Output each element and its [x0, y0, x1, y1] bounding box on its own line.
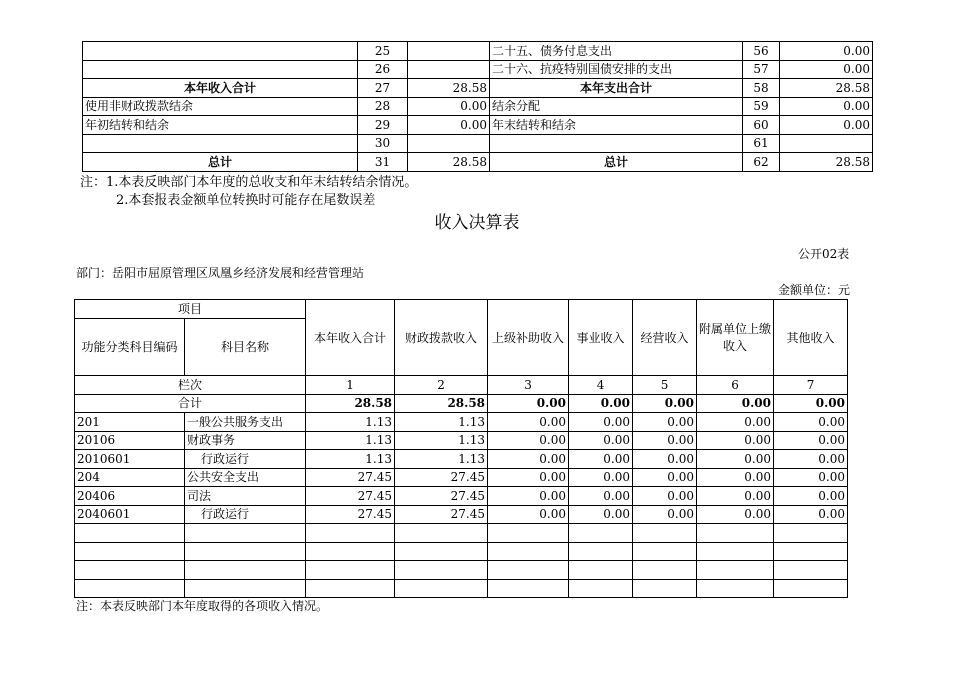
amount-cell: 0.00 — [697, 413, 774, 432]
amount-cell: 1.13 — [306, 431, 395, 450]
amount-cell: 0.00 — [488, 505, 569, 524]
amount-unit-label: 金额单位：元 — [778, 283, 851, 297]
income-table — [74, 299, 848, 598]
amount-cell: 0.00 — [697, 431, 774, 450]
right-item: 年末结转和结余 — [490, 116, 743, 135]
amount-cell: 27.45 — [395, 468, 488, 487]
total-value: 0.00 — [633, 394, 697, 413]
table-row — [75, 431, 848, 450]
table-row — [83, 79, 873, 98]
amount-cell: 0.00 — [774, 487, 848, 506]
left-amount: 28.58 — [408, 153, 490, 172]
right-item: 二十六、抗疫特别国债安排的支出 — [490, 60, 743, 79]
right-amount: 0.00 — [780, 42, 873, 61]
right-item: 二十五、债务付息支出 — [490, 42, 743, 61]
column-number: 6 — [697, 376, 774, 395]
page-title: 收入决算表 — [434, 213, 520, 233]
left-item — [83, 42, 358, 61]
left-amount: 0.00 — [408, 116, 490, 135]
amount-cell: 1.13 — [306, 450, 395, 469]
total-value: 28.58 — [395, 394, 488, 413]
amount-cell: 0.00 — [633, 487, 697, 506]
subject-code: 2010601 — [75, 450, 185, 469]
left-item: 年初结转和结余 — [83, 116, 358, 135]
right-row-no: 59 — [743, 97, 780, 116]
amount-cell: 27.45 — [395, 505, 488, 524]
right-amount: 0.00 — [780, 116, 873, 135]
right-row-no: 58 — [743, 79, 780, 98]
note-line-1: 注：1.本表反映部门本年度的总收支和年末结转结余情况。 — [80, 175, 418, 190]
amount-cell: 0.00 — [633, 468, 697, 487]
amount-cell: 0.00 — [569, 505, 633, 524]
amount-cell: 0.00 — [633, 431, 697, 450]
right-item: 总计 — [490, 153, 743, 172]
table-row — [75, 487, 848, 506]
amount-cell: 0.00 — [774, 505, 848, 524]
amount-cell: 0.00 — [633, 413, 697, 432]
table-row — [75, 413, 848, 432]
left-amount — [408, 60, 490, 79]
amount-cell: 0.00 — [488, 431, 569, 450]
amount-cell: 0.00 — [697, 450, 774, 469]
table-row — [83, 42, 873, 61]
header-fiscal: 财政拨款收入 — [395, 300, 488, 376]
amount-cell: 0.00 — [697, 505, 774, 524]
left-item: 使用非财政拨款结余 — [83, 97, 358, 116]
subject-code: 201 — [75, 413, 185, 432]
column-number-row — [75, 376, 848, 395]
amount-cell: 0.00 — [569, 413, 633, 432]
left-row-no: 27 — [358, 79, 408, 98]
subject-name: 行政运行 — [185, 450, 306, 469]
amount-cell: 27.45 — [306, 505, 395, 524]
right-row-no: 61 — [743, 134, 780, 153]
amount-cell: 0.00 — [569, 468, 633, 487]
amount-cell: 27.45 — [306, 468, 395, 487]
table-row — [75, 505, 848, 524]
amount-cell: 1.13 — [395, 413, 488, 432]
left-row-no: 31 — [358, 153, 408, 172]
right-row-no: 62 — [743, 153, 780, 172]
right-item: 结余分配 — [490, 97, 743, 116]
right-amount: 28.58 — [780, 153, 873, 172]
column-number: 4 — [569, 376, 633, 395]
right-item — [490, 134, 743, 153]
total-row — [75, 394, 848, 413]
amount-cell: 0.00 — [488, 413, 569, 432]
right-row-no: 57 — [743, 60, 780, 79]
header-career: 事业收入 — [569, 300, 633, 376]
subject-name: 财政事务 — [185, 431, 306, 450]
table-row — [83, 116, 873, 135]
amount-cell: 0.00 — [569, 450, 633, 469]
header-code: 功能分类科目编码 — [75, 319, 185, 376]
amount-cell: 0.00 — [774, 468, 848, 487]
right-amount — [780, 134, 873, 153]
left-item: 本年收入合计 — [83, 79, 358, 98]
column-number-label: 栏次 — [75, 376, 306, 395]
subject-code: 20406 — [75, 487, 185, 506]
column-number: 7 — [774, 376, 848, 395]
left-item: 总计 — [83, 153, 358, 172]
left-amount — [408, 42, 490, 61]
table-row — [75, 450, 848, 469]
amount-cell: 27.45 — [306, 487, 395, 506]
amount-cell: 0.00 — [488, 487, 569, 506]
left-row-no: 25 — [358, 42, 408, 61]
left-amount: 0.00 — [408, 97, 490, 116]
total-value: 0.00 — [569, 394, 633, 413]
right-amount: 28.58 — [780, 79, 873, 98]
header-superior: 上级补助收入 — [488, 300, 569, 376]
column-number: 3 — [488, 376, 569, 395]
header-operating: 经营收入 — [633, 300, 697, 376]
left-row-no: 30 — [358, 134, 408, 153]
amount-cell: 0.00 — [488, 450, 569, 469]
header-affiliated: 附属单位上缴收入 — [697, 300, 774, 376]
table-row — [83, 153, 873, 172]
left-row-no: 29 — [358, 116, 408, 135]
subject-code: 20106 — [75, 431, 185, 450]
left-item — [83, 60, 358, 79]
subject-name: 公共安全支出 — [185, 468, 306, 487]
amount-cell: 0.00 — [633, 450, 697, 469]
subject-code: 204 — [75, 468, 185, 487]
left-amount — [408, 134, 490, 153]
income-expense-summary-table — [82, 41, 873, 172]
total-value: 0.00 — [697, 394, 774, 413]
amount-cell: 0.00 — [697, 468, 774, 487]
right-row-no: 56 — [743, 42, 780, 61]
amount-cell: 1.13 — [306, 413, 395, 432]
amount-cell: 0.00 — [697, 487, 774, 506]
table-row — [75, 468, 848, 487]
amount-cell: 0.00 — [569, 487, 633, 506]
column-number: 2 — [395, 376, 488, 395]
total-label: 合计 — [75, 394, 306, 413]
department-label: 部门：岳阳市屈原管理区凤凰乡经济发展和经营管理站 — [76, 266, 365, 280]
subject-code: 2040601 — [75, 505, 185, 524]
amount-cell: 0.00 — [774, 413, 848, 432]
right-amount: 0.00 — [780, 60, 873, 79]
total-value: 28.58 — [306, 394, 395, 413]
subject-name: 行政运行 — [185, 505, 306, 524]
form-number: 公开02表 — [798, 247, 850, 261]
table-row — [83, 134, 873, 153]
left-row-no: 26 — [358, 60, 408, 79]
amount-cell: 0.00 — [774, 450, 848, 469]
amount-cell: 0.00 — [633, 505, 697, 524]
header-other: 其他收入 — [774, 300, 848, 376]
header-row — [75, 300, 848, 319]
table-row — [83, 60, 873, 79]
total-value: 0.00 — [774, 394, 848, 413]
left-amount: 28.58 — [408, 79, 490, 98]
header-name: 科目名称 — [185, 319, 306, 376]
amount-cell: 0.00 — [774, 431, 848, 450]
left-row-no: 28 — [358, 97, 408, 116]
total-value: 0.00 — [488, 394, 569, 413]
empty-row — [75, 524, 848, 543]
header-total: 本年收入合计 — [306, 300, 395, 376]
amount-cell: 1.13 — [395, 450, 488, 469]
amount-cell: 0.00 — [488, 468, 569, 487]
empty-row — [75, 542, 848, 561]
right-amount: 0.00 — [780, 97, 873, 116]
amount-cell: 1.13 — [395, 431, 488, 450]
right-item: 本年支出合计 — [490, 79, 743, 98]
subject-name: 一般公共服务支出 — [185, 413, 306, 432]
empty-row — [75, 561, 848, 580]
item-header: 项目 — [75, 300, 306, 319]
column-number: 5 — [633, 376, 697, 395]
amount-cell: 27.45 — [395, 487, 488, 506]
subject-name: 司法 — [185, 487, 306, 506]
column-number: 1 — [306, 376, 395, 395]
amount-cell: 0.00 — [569, 431, 633, 450]
table-row — [83, 97, 873, 116]
empty-row — [75, 579, 848, 598]
income-note: 注：本表反映部门本年度取得的各项收入情况。 — [76, 599, 329, 613]
right-row-no: 60 — [743, 116, 780, 135]
left-item — [83, 134, 358, 153]
note-line-2: 2.本套报表金额单位转换时可能存在尾数误差 — [116, 193, 376, 208]
